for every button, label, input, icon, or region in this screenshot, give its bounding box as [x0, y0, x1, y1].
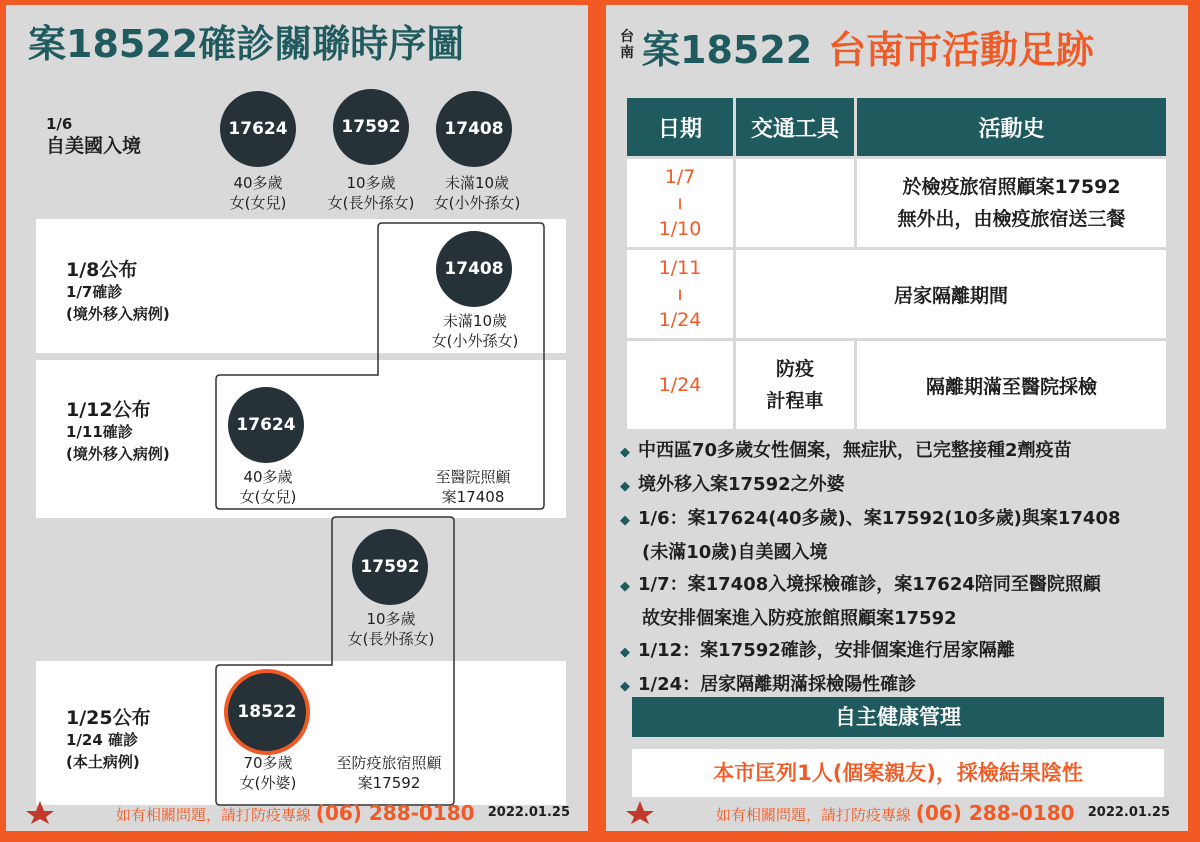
group4-label: 1/25公布 1/24 確診 (本土病例) [66, 707, 151, 771]
case-note: 至醫院照顧 案17408 [435, 468, 511, 506]
header-date: 日期 [627, 98, 733, 156]
group1-label: 1/8公布 1/7確診 (境外移入病例) [66, 259, 170, 323]
table-row: 1/11 ı 1/24 居家隔離期間 [627, 250, 1166, 338]
entry-date: 1/6 [46, 115, 73, 133]
mgmt-title: 自主健康管理 [632, 697, 1164, 737]
timeline-title: 案18522確診關聯時序圖 [28, 22, 465, 66]
footer-phone: (06) 288-0180 [915, 801, 1075, 825]
table-row: 1/24 防疫 計程車 隔離期滿至醫院採檢 [627, 341, 1166, 429]
activity-panel [606, 5, 1188, 831]
case-caption: 未滿10歲 女(小外孫女) [433, 174, 521, 212]
case-circle-17408: 17408 [436, 91, 512, 167]
activity-table [624, 95, 1169, 432]
case-caption: 10多歲 女(長外孫女) [347, 610, 435, 648]
footer-date: 2022.01.25 [1087, 805, 1170, 820]
mgmt-text: 本市匡列1人(個案親友)，採檢結果陰性 [632, 749, 1164, 797]
header-activity: 活動史 [857, 98, 1166, 156]
case-caption: 70多歲 女(外婆) [239, 754, 297, 792]
case-circle-17624: 17624 [220, 91, 296, 167]
case-caption: 10多歲 女(長外孫女) [327, 174, 415, 212]
case-circle-17624: 17624 [228, 387, 304, 463]
timeline-panel [6, 5, 588, 831]
case-circle-17592: 17592 [352, 529, 428, 605]
entry-text: 自美國入境 [46, 135, 142, 157]
title-case: 案18522 [642, 28, 813, 72]
tainan-logo-icon [622, 799, 658, 825]
footer [6, 799, 588, 827]
case-circle-18522: 18522 [224, 669, 310, 755]
title-small: 台 南 [620, 29, 634, 61]
table-row: 1/7 ı 1/10 於檢疫旅宿照顧案17592 無外出，由檢疫旅宿送三餐 [627, 159, 1166, 247]
case-caption: 40多歲 女(女兒) [239, 468, 297, 506]
tainan-logo-icon [22, 799, 58, 825]
case-caption: 40多歲 女(女兒) [229, 174, 287, 212]
footer-message: 如有相關問題，請打防疫專線 [716, 806, 912, 824]
footer-message: 如有相關問題，請打防疫專線 [116, 806, 312, 824]
case-circle-17408: 17408 [436, 231, 512, 307]
bullet-list: ◆ 中西區70多歲女性個案，無症狀，已完整接種2劑疫苗 ◆ 境外移入案17592之外婆 ◆ 1/6：案17624(40多歲)、案17592(10多歲)與案17408 (未滿10歲)自美國入境 ◆ 1/7：案17408入境採檢確診，案17624陪同至醫院照顧 故安排個案進入防疫旅館照顧案17592 ◆ 1/12：案17592確診，安排個案進行居家隔離 ◆ 1/24：居家隔離期滿採檢陽性確診 [620, 440, 1121, 695]
footer [606, 799, 1188, 827]
footer-date: 2022.01.25 [487, 805, 570, 820]
footer-phone: (06) 288-0180 [315, 801, 475, 825]
title-main: 台南市活動足跡 [828, 28, 1095, 72]
group2-label: 1/12公布 1/11確診 (境外移入病例) [66, 399, 170, 463]
header-transport: 交通工具 [736, 98, 854, 156]
case-note: 至防疫旅宿照顧 案17592 [336, 754, 442, 792]
case-caption: 未滿10歲 女(小外孫女) [431, 312, 519, 350]
case-circle-17592: 17592 [333, 89, 409, 165]
